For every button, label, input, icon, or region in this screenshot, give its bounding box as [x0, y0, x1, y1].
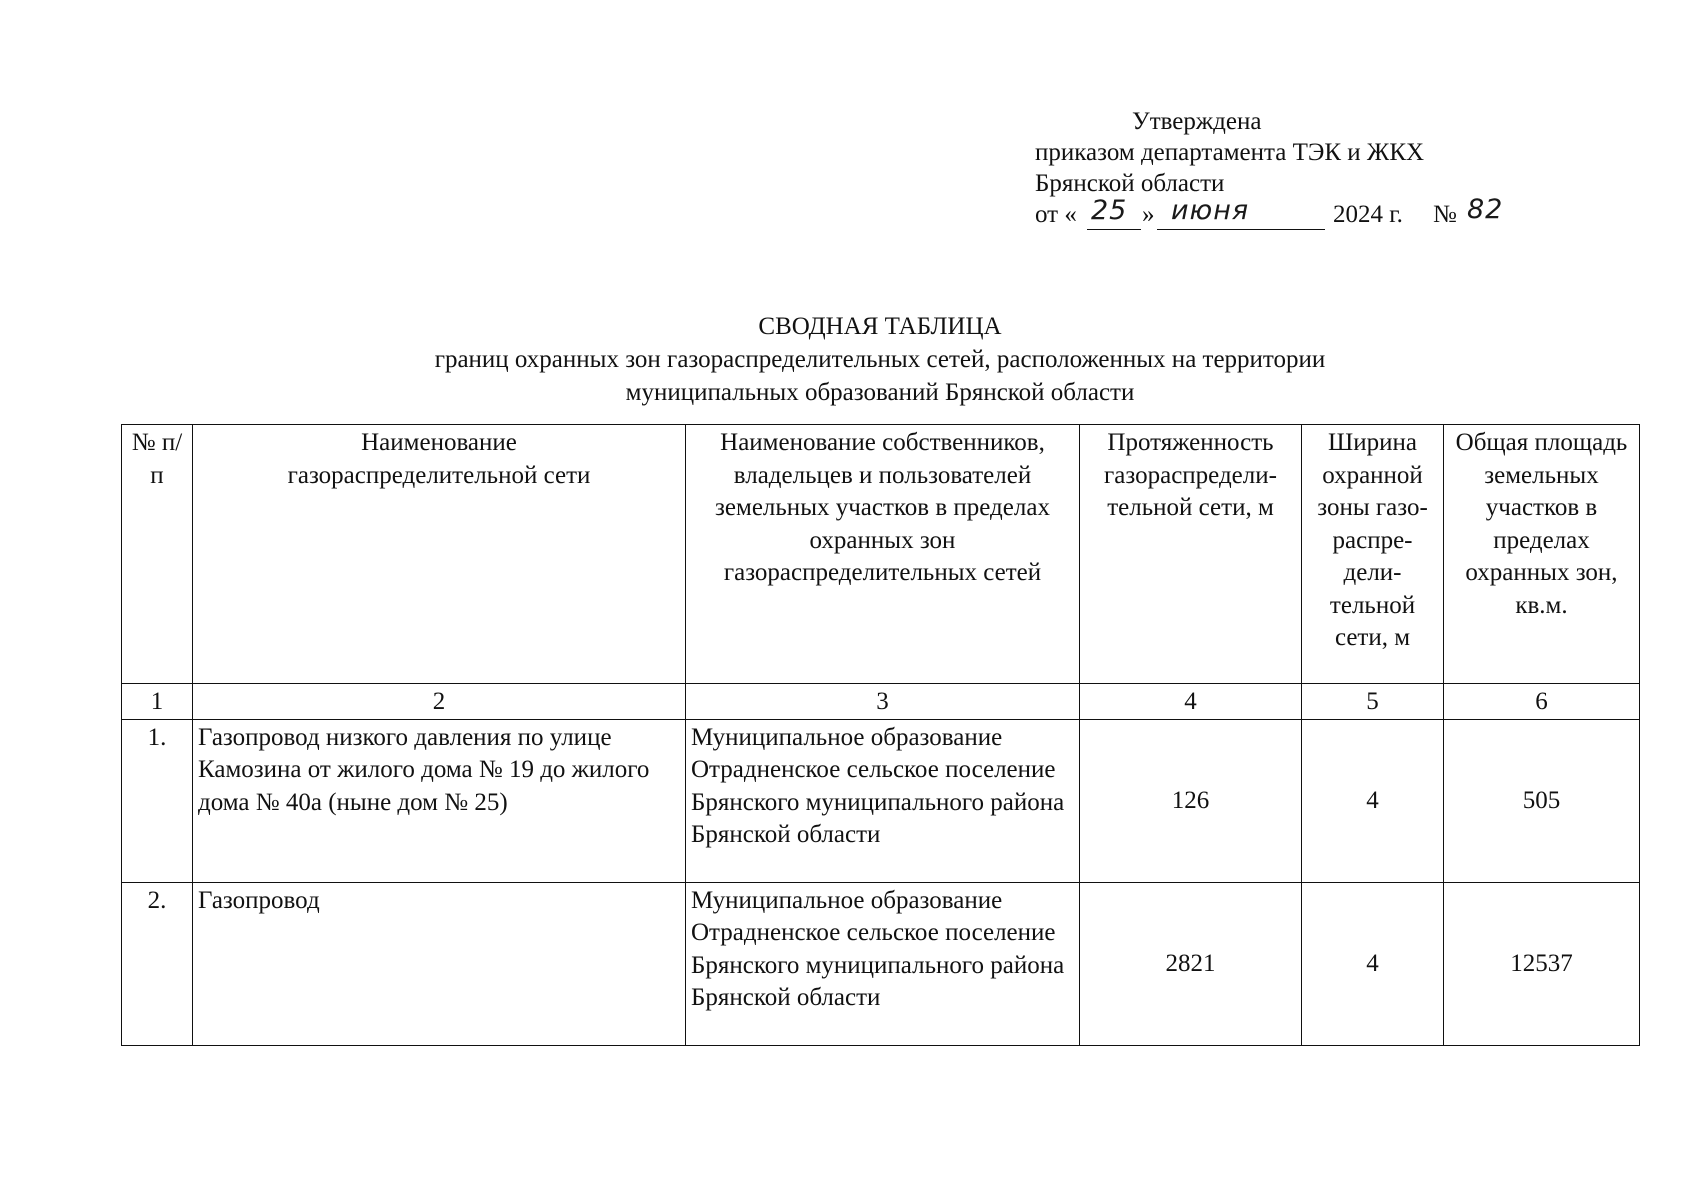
row-total-area: 12537: [1444, 882, 1640, 1045]
date-day-handwritten: 25: [1091, 195, 1128, 226]
document-heading: [120, 310, 1640, 409]
date-month-handwritten: июня: [1171, 195, 1250, 226]
column-number: 4: [1080, 684, 1302, 720]
table-header-row: [122, 425, 1640, 684]
row-length: 126: [1080, 719, 1302, 882]
column-number: 1: [122, 684, 193, 720]
column-number: 6: [1444, 684, 1640, 720]
header-number: № п/п: [122, 425, 193, 684]
row-zone-width: 4: [1302, 719, 1444, 882]
header-length: Протяженность газораспредели-тельной сети, м: [1080, 425, 1302, 684]
document-title: СВОДНАЯ ТАБЛИЦА: [758, 313, 1002, 340]
row-owner: Муниципальное образование Отрадненское сельское поселение Брянского муниципального района Брянской области: [686, 719, 1080, 882]
row-zone-width: 4: [1302, 882, 1444, 1045]
approval-region-line: Брянской области: [1035, 170, 1225, 197]
header-total-area: Общая площадь земельных участков в пределах охранных зон, кв.м.: [1444, 425, 1640, 684]
date-prefix: от «: [1035, 201, 1077, 228]
column-number: 2: [193, 684, 686, 720]
header-network-name: Наименование газораспределительной сети: [193, 425, 686, 684]
column-number: 5: [1302, 684, 1444, 720]
order-number-label: №: [1433, 201, 1457, 228]
approval-title: Утверждена: [1132, 108, 1262, 135]
document-subtitle-line1: границ охранных зон газораспределительных сетей, расположенных на территории: [434, 346, 1326, 373]
row-network-name: Газопровод низкого давления по улице Камозина от жилого дома № 19 до жилого дома № 40а (ныне дом № 25): [193, 719, 686, 882]
approval-order-line: приказом департамента ТЭК и ЖКХ: [1035, 139, 1425, 166]
date-year: 2024 г.: [1333, 201, 1403, 228]
row-network-name: Газопровод: [193, 882, 686, 1045]
date-mid: »: [1142, 201, 1155, 228]
row-number: 2.: [122, 882, 193, 1045]
table-row: [122, 719, 1640, 882]
row-length: 2821: [1080, 882, 1302, 1045]
document-subtitle-line2: муниципальных образований Брянской области: [625, 379, 1135, 406]
summary-table: [121, 424, 1640, 1046]
table-row: [122, 882, 1640, 1045]
month-underline: [1157, 229, 1325, 230]
row-owner: Муниципальное образование Отрадненское сельское поселение Брянского муниципального района Брянской области: [686, 882, 1080, 1045]
order-number-handwritten: 82: [1467, 194, 1504, 225]
row-number: 1.: [122, 719, 193, 882]
approval-date-line: [1035, 194, 1504, 233]
header-owners: Наименование собственников, владельцев и пользователей земельных участков в пределах охранных зон газораспределительных сетей: [686, 425, 1080, 684]
approval-block: [1035, 106, 1504, 233]
row-total-area: 505: [1444, 719, 1640, 882]
column-number: 3: [686, 684, 1080, 720]
header-zone-width: Ширина охранной зоны газо-распре-дели-тельной сети, м: [1302, 425, 1444, 684]
column-numbers-row: [122, 684, 1640, 720]
day-underline: [1087, 229, 1141, 230]
